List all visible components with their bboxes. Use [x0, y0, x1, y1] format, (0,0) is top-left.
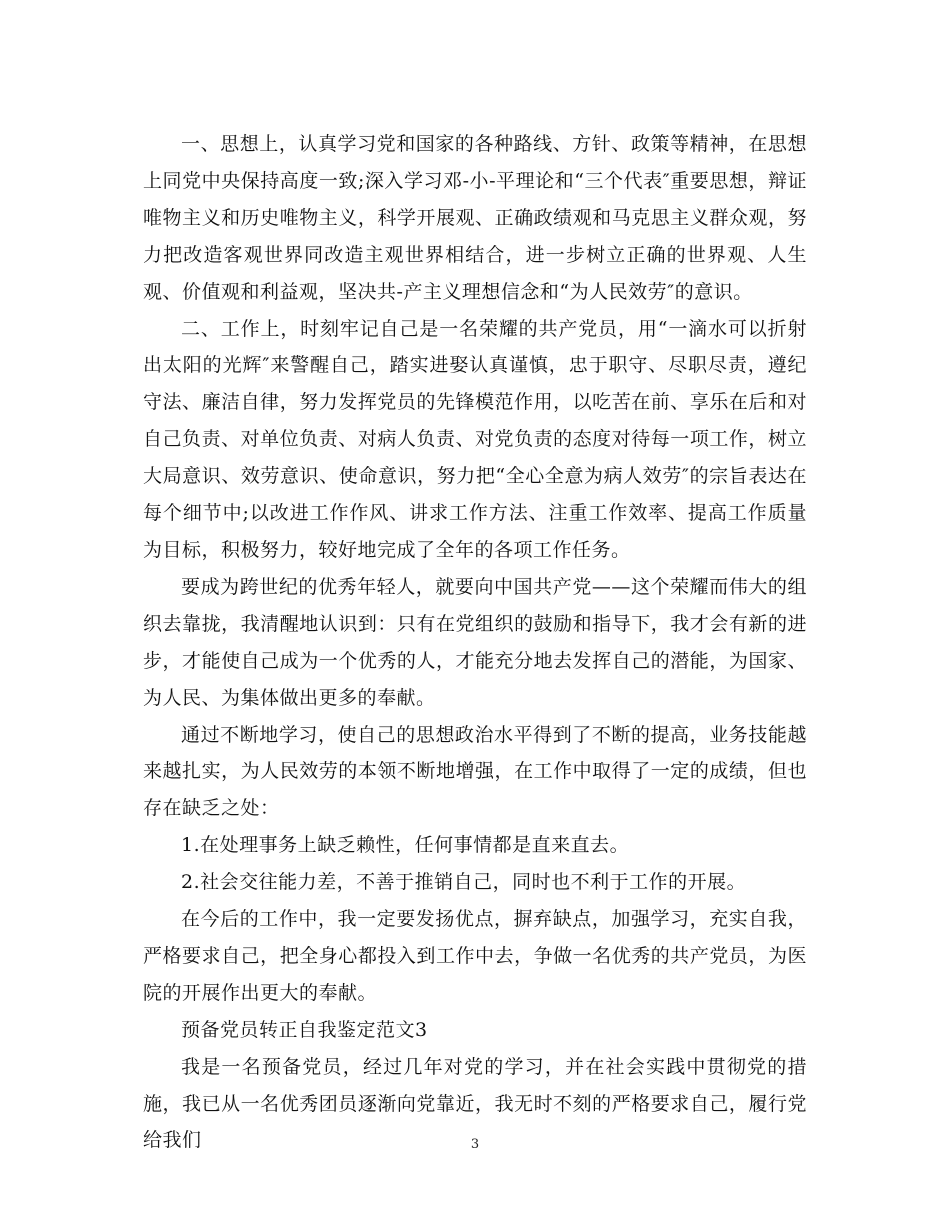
paragraph-shortcomings-intro: 通过不断地学习，使自己的思想政治水平得到了不断的提高，业务技能越来越扎实，为人民效劳的本领不断地增强，在工作中取得了一定的成绩，但也存在缺乏之处：	[143, 723, 807, 820]
list-item-shortcoming-2: 2.社会交往能力差，不善于推销自己，同时也不利于工作的开展。	[181, 871, 747, 894]
paragraph-sample-3-intro: 我是一名预备党员，经过几年对党的学习，并在社会实践中贯彻党的措施，我已从一名优秀团员逐渐向党靠近，我无时不刻的严格要求自己，履行党给我们	[143, 1055, 807, 1152]
document-body	[143, 126, 807, 1159]
paragraph-ideology: 一、思想上，认真学习党和国家的各种路线、方针、政策等精神，在思想上同党中央保持高度一致;深入学习邓-小-平理论和“三个代表″重要思想，辩证唯物主义和历史唯物主义，科学开展观、正确政绩观和马克思主义群众观，努力把改造客观世界同改造主观世界相结合，进一步树立正确的世界观、人生观、价值观和利益观，坚决共-产主义理想信念和“为人民效劳″的意识。	[143, 133, 807, 303]
paragraph-future-plan: 在今后的工作中，我一定要发扬优点，摒弃缺点，加强学习，充实自我，严格要求自己，把全身心都投入到工作中去，争做一名优秀的共产党员，为医院的开展作出更大的奉献。	[143, 908, 807, 1004]
section-heading: 预备党员转正自我鉴定范文3	[181, 1018, 428, 1041]
page-number: 3	[470, 1137, 480, 1152]
paragraph-aspiration: 要成为跨世纪的优秀年轻人，就要向中国共产党——这个荣耀而伟大的组织去靠拢，我清醒地认识到：只有在党组织的鼓励和指导下，我才会有新的进步，才能使自己成为一个优秀的人，才能充分地去发挥自己的潜能，为国家、为人民、为集体做出更多的奉献。	[143, 575, 807, 709]
list-item-shortcoming-1: 1.在处理事务上缺乏赖性，任何事情都是直来直去。	[181, 834, 630, 857]
paragraph-work: 二、工作上，时刻牢记自己是一名荣耀的共产党员，用“一滴水可以折射出太阳的光辉″来警醒自己，踏实进娶认真谨慎，忠于职守、尽职尽责，遵纪守法、廉洁自律，努力发挥党员的先锋模范作用，以吃苦在前、享乐在后和对自己负责、对单位负责、对病人负责、对党负责的态度对待每一项工作，树立大局意识、效劳意识、使命意识，努力把“全心全意为病人效劳″的宗旨表达在每个细节中;以改进工作作风、讲求工作方法、注重工作效率、提高工作质量为目标，积极努力，较好地完成了全年的各项工作任务。	[143, 317, 807, 561]
